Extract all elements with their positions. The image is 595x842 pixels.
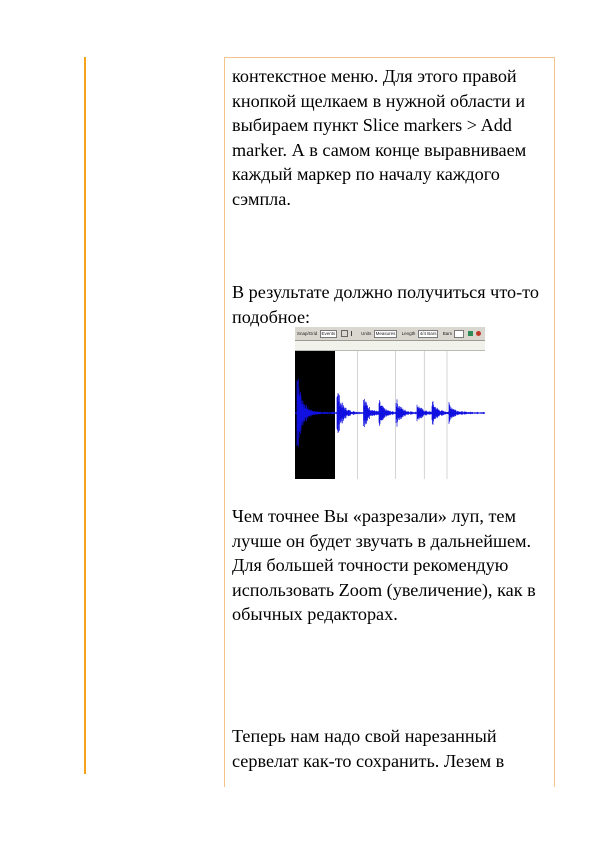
record-icon <box>476 331 481 336</box>
content-frame <box>224 57 555 787</box>
snap-label: Snap/Grid <box>297 331 318 336</box>
left-margin-rule <box>84 57 86 774</box>
bars-label: Bars <box>442 331 452 336</box>
paragraph-zoom-tip: Чем точнее Вы «разрезали» луп, тем лучше он будет звучать в дальнейшем. Для большей точности рекомендую использовать Zoom (увеличение), как в обычных редакторах. <box>232 506 536 624</box>
paragraph-slice-markers: контекстное меню. Для этого правой кнопкой щелкаем в нужной области и выбираем пункт Slice markers > Add marker. А в самом конце выравниваем каждый маркер по началу каждого сэмпла. <box>232 66 527 209</box>
waveform-display <box>295 351 485 479</box>
bars-field <box>454 330 464 338</box>
editor-ruler <box>295 341 485 351</box>
editor-toolbar <box>295 327 485 341</box>
audio-editor-screenshot <box>295 327 485 479</box>
length-field: 4/4 Bars <box>419 330 437 336</box>
snap-select: Events <box>321 330 336 336</box>
split-tool-icon <box>351 331 357 336</box>
paragraph-result-intro: В результате должно получиться что-то подобное: <box>232 282 539 327</box>
cursor-tool-icon <box>341 330 348 337</box>
paragraph-save-intro: Теперь нам надо свой нарезанный сервелат как-то сохранить. Лезем в <box>232 726 505 771</box>
units-select: Measures <box>375 330 396 336</box>
length-label: Length <box>401 331 416 336</box>
units-label: Units <box>361 331 372 336</box>
play-icon <box>468 331 473 336</box>
